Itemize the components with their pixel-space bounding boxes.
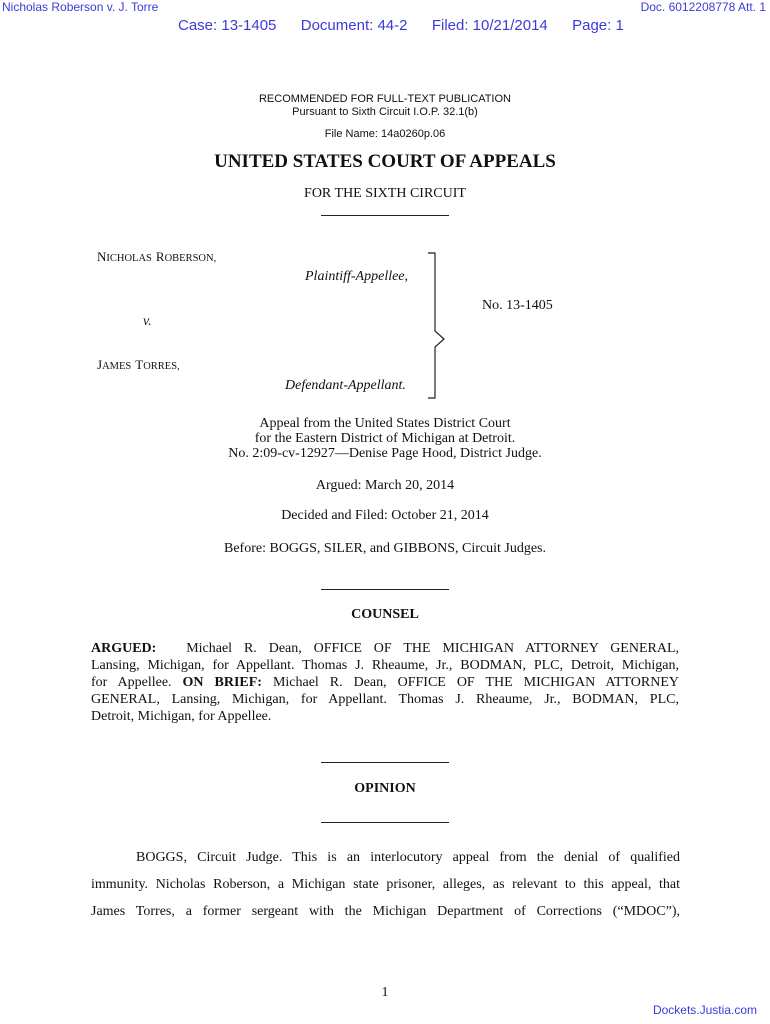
justia-watermark-link[interactable]: Dockets.Justia.com <box>652 1003 757 1017</box>
plaintiff-role: Plaintiff-Appellee, <box>305 269 409 284</box>
argued-date: Argued: March 20, 2014 <box>315 478 455 493</box>
opinion-heading: OPINION <box>354 781 416 796</box>
defendant-role: Defendant-Appellant. <box>285 378 406 393</box>
appeal-line-2: for the Eastern District of Michigan at Detroit. <box>254 431 516 446</box>
case-number: Case: 13-1405 <box>178 17 277 34</box>
appeal-line-1: Appeal from the United States District Court <box>259 416 511 431</box>
file-name: File Name: 14a0260p.06 <box>324 128 446 140</box>
counsel-line-3: for Appellee. ON BRIEF: Michael R. Dean, OFFICE OF THE MICHIGAN ATTORNEY <box>91 675 680 690</box>
document-id-link[interactable]: Doc. 6012208778 Att. 1 <box>640 0 766 14</box>
plaintiff-name: NICHOLAS ROBERSON, <box>97 249 217 264</box>
filed-date: Filed: 10/21/2014 <box>431 17 548 34</box>
counsel-line-1: ARGUED: Michael R. Dean, OFFICE OF THE MICHIGAN ATTORNEY GENERAL, <box>91 641 680 656</box>
argued-label: ARGUED: <box>91 641 157 656</box>
filing-header <box>178 17 624 34</box>
court-title: UNITED STATES COURT OF APPEALS <box>214 151 556 172</box>
counsel-line-5: Detroit, Michigan, for Appellee. <box>91 709 272 724</box>
opinion-divider-bottom <box>321 822 449 823</box>
counsel-line-2: Lansing, Michigan, for Appellant. Thomas J. Rheaume, Jr., BODMAN, PLC, Detroit, Michigan, <box>91 658 679 673</box>
defendant-name: JAMES TORRES, <box>97 357 180 372</box>
circuit-name: FOR THE SIXTH CIRCUIT <box>304 186 466 201</box>
counsel-divider <box>321 589 449 590</box>
opinion-line-3: James Torres, a former sergeant with the Michigan Department of Corrections (“MDOC”), <box>91 904 680 919</box>
panel-judges: Before: BOGGS, SILER, and GIBBONS, Circuit Judges. <box>224 541 546 556</box>
case-caption-link[interactable]: Nicholas Roberson v. J. Torre <box>2 0 159 14</box>
counsel-heading: COUNSEL <box>351 607 419 622</box>
page-number: 1 <box>381 985 389 1000</box>
iop-notice: Pursuant to Sixth Circuit I.O.P. 32.1(b) <box>292 106 478 118</box>
opinion-divider-top <box>321 762 449 763</box>
page-indicator: Page: 1 <box>572 17 624 34</box>
docket-number: No. 13-1405 <box>482 298 553 313</box>
publication-notice: RECOMMENDED FOR FULL-TEXT PUBLICATION <box>258 93 511 105</box>
opinion-line-1: BOGGS, Circuit Judge. This is an interlocutory appeal from the denial of qualified <box>136 850 680 865</box>
document-number: Document: 44-2 <box>300 17 408 34</box>
title-divider <box>321 215 449 216</box>
on-brief-label: ON BRIEF: <box>182 675 262 690</box>
appeal-line-3: No. 2:09-cv-12927—Denise Page Hood, District Judge. <box>228 446 542 461</box>
counsel-line-4: GENERAL, Lansing, Michigan, for Appellant. Thomas J. Rheaume, Jr., BODMAN, PLC, <box>91 692 679 707</box>
opinion-line-2: immunity. Nicholas Roberson, a Michigan state prisoner, alleges, as relevant to this appeal, that <box>91 877 680 892</box>
caption-bracket <box>426 252 448 400</box>
versus-label: v. <box>143 314 152 329</box>
decided-date: Decided and Filed: October 21, 2014 <box>281 508 489 523</box>
